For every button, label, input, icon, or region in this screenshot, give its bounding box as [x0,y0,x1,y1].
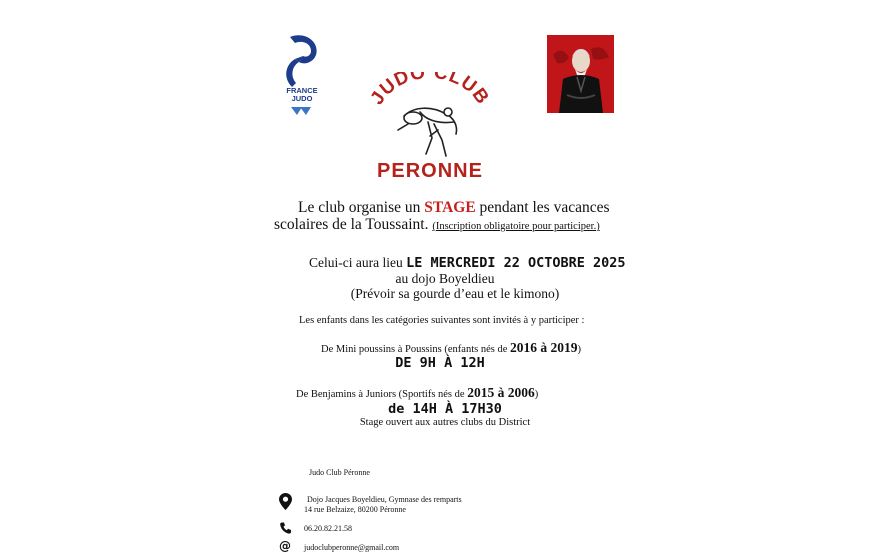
founder-portrait [547,35,614,113]
intro-line-2 [274,216,600,234]
portrait-figure-icon [547,35,614,113]
stage-highlight: STAGE [424,199,476,216]
group2-time: de 14H À 17H30 [388,401,502,417]
location-pin-icon [279,493,292,510]
phone-icon [280,522,291,534]
group2-desc-suffix: ) [534,389,539,400]
federation-name-line1: FRANCE [286,86,318,95]
federation-waves-icon [282,105,322,117]
footer-club-name: Judo Club Péronne [309,468,370,477]
group2-desc-prefix: De Benjamins à Juniors (Sportifs nés de [296,389,465,400]
group1-desc-suffix: ) [577,344,581,355]
group2-years: 2015 à 2006 [467,385,535,400]
event-date: LE MERCREDI 22 OCTOBRE 2025 [406,255,626,271]
event-date-line [309,255,626,271]
group1-desc-prefix: De Mini poussins à Poussins (enfants nés de [321,344,508,355]
france-judo-mark [282,33,322,89]
email-at-icon: @ [279,539,291,553]
group1-description [321,340,581,356]
svg-text:JUDO CLUB [368,72,492,109]
registration-note: (Inscription obligatoire pour participer.) [432,221,600,232]
footer-phone: 06.20.82.21.58 [304,524,352,533]
judo-club-logo [368,72,492,184]
group1-years: 2016 à 2019 [510,340,578,355]
intro-prefix: Le club organise un [298,199,421,216]
intro-line-1 [298,199,610,217]
event-venue: au dojo Boyeldieu [395,271,495,286]
intro-season: scolaires de la Toussaint. [274,216,429,233]
event-prefix: Celui-ci aura lieu [309,255,403,270]
group1-time: DE 9H À 12H [395,355,485,371]
footer-address-line-2: 14 rue Belzaize, 80200 Péronne [304,505,406,514]
open-to-clubs-note: Stage ouvert aux autres clubs du District [359,417,531,428]
club-logo-name: PERONNE [377,160,483,182]
group2-description [296,385,538,401]
club-logo-arc-text: JUDO CLUB [368,72,492,109]
event-reminder: (Prévoir sa gourde d’eau et le kimono) [350,286,560,301]
federation-name-line2: JUDO [291,94,313,103]
invitation-text: Les enfants dans les catégories suivantes sont invités à y participer : [299,315,585,326]
footer-email: judoclubperonne@gmail.com [304,543,400,552]
france-judo-logo [282,33,322,117]
footer-address-line-1: Dojo Jacques Boyeldieu, Gymnase des remparts [307,495,462,504]
intro-suffix: pendant les vacances [479,199,610,216]
judo-club-emblem [368,72,492,162]
judoka-figure-icon [398,108,457,156]
